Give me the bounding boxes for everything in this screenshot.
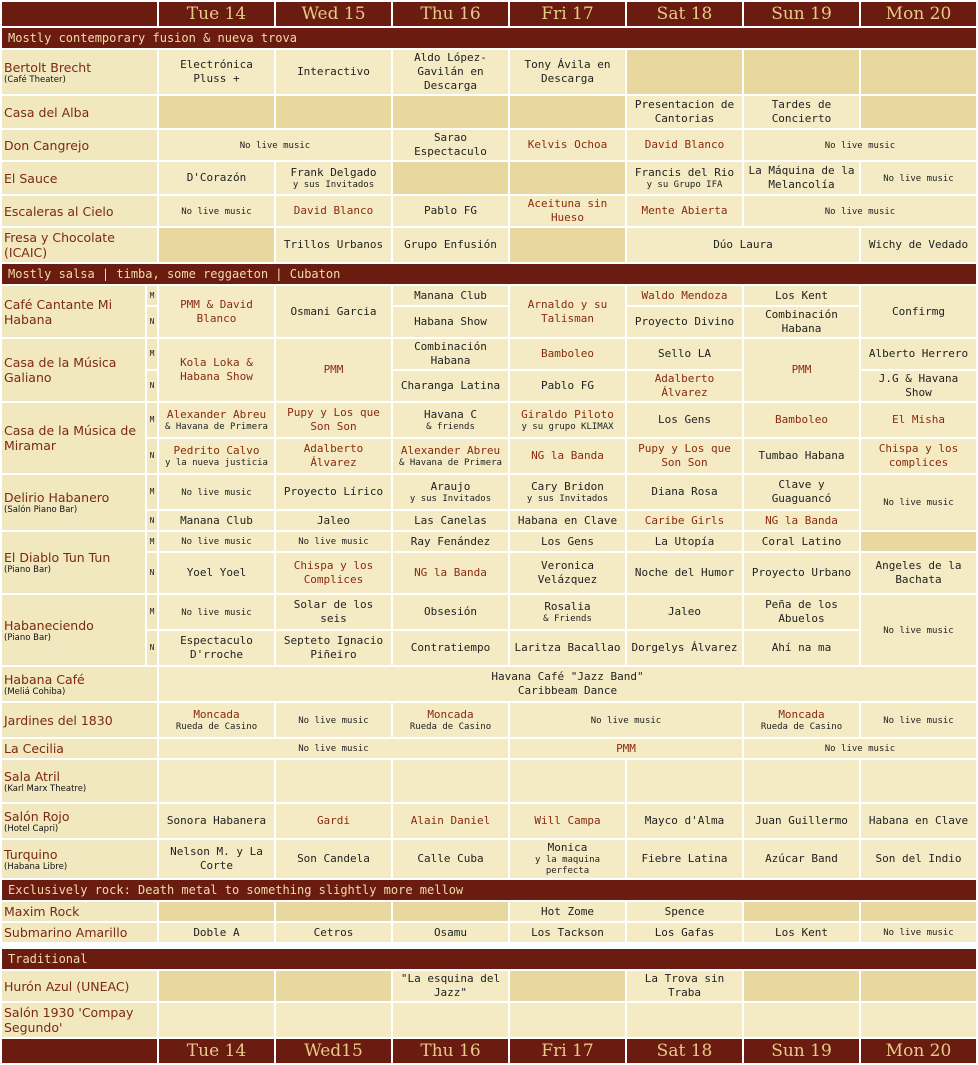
day-header: Mon 20 — [861, 2, 976, 26]
event-cell: Clave y Guaguancó — [744, 475, 859, 509]
event-cell: Giraldo Piloto y su grupo KLIMAX — [510, 403, 625, 437]
event-cell: No live music — [744, 739, 976, 758]
event-cell: Los Gens — [627, 403, 742, 437]
event-cell: Los Kent — [744, 286, 859, 305]
table-row — [2, 532, 976, 551]
event-cell: No live music — [861, 162, 976, 194]
event-cell — [393, 162, 508, 194]
header-corner — [2, 2, 157, 26]
table-row — [2, 511, 976, 530]
event-cell: Interactivo — [276, 50, 391, 94]
event-cell: Nelson M. y La Corte — [159, 840, 274, 878]
table-row — [2, 1003, 976, 1037]
event-cell: Trillos Urbanos — [276, 228, 391, 262]
event-cell — [276, 1003, 391, 1037]
venue-name: Salón Rojo (Hotel Capri) — [2, 804, 157, 838]
section-header: Mostly salsa | timba, some reggaeton | Cubaton — [2, 264, 976, 284]
event-cell — [861, 1003, 976, 1037]
event-cell: Grupo Enfusión — [393, 228, 508, 262]
event-cell: Pedrito Calvo y la nueva justicia — [159, 439, 274, 473]
event-cell: Diana Rosa — [627, 475, 742, 509]
table-row — [2, 840, 976, 878]
event-cell: No live music — [159, 475, 274, 509]
event-cell: Presentacion de Cantorias — [627, 96, 742, 128]
event-cell: Habana en Clave — [861, 804, 976, 838]
event-cell — [744, 760, 859, 802]
event-cell: Moncada Rueda de Casino — [393, 703, 508, 737]
event-cell: Alexander Abreu & Havana de Primera — [393, 439, 508, 473]
event-cell: NG la Banda — [393, 553, 508, 593]
day-header: Fri 17 — [510, 1039, 625, 1063]
day-header-bottom — [2, 1039, 976, 1063]
event-cell: David Blanco — [627, 130, 742, 160]
venue-name: Café Cantante Mi Habana — [2, 286, 145, 337]
venue-name: Fresa y Chocolate (ICAIC) — [2, 228, 157, 262]
venue-name: Jardines del 1830 — [2, 703, 157, 737]
event-cell: No live music — [276, 532, 391, 551]
event-cell — [744, 50, 859, 94]
venue-name: Casa del Alba — [2, 96, 157, 128]
event-cell: David Blanco — [276, 196, 391, 226]
event-cell: Bamboleo — [744, 403, 859, 437]
event-cell: No live music — [159, 196, 274, 226]
venue-name: Don Cangrejo — [2, 130, 157, 160]
event-cell — [159, 1003, 274, 1037]
event-cell: Frank Delgado y sus Invitados — [276, 162, 391, 194]
event-cell: Pupy y Los que Son Son — [627, 439, 742, 473]
matinee-label: M — [147, 475, 157, 509]
event-cell: No live music — [861, 595, 976, 665]
table-row — [2, 760, 976, 802]
event-cell: Manana Club — [159, 511, 274, 530]
night-label: N — [147, 631, 157, 665]
table-row — [2, 631, 976, 665]
event-cell: La Máquina de la Melancolía — [744, 162, 859, 194]
event-cell — [744, 971, 859, 1001]
event-cell: No live music — [510, 703, 742, 737]
day-header: Sun 19 — [744, 2, 859, 26]
event-cell: PMM — [276, 339, 391, 401]
matinee-label: M — [147, 286, 157, 305]
event-cell: Spence — [627, 902, 742, 921]
event-cell: Rosalia & Friends — [510, 595, 625, 629]
event-cell: PMM — [510, 739, 742, 758]
event-cell: Son Candela — [276, 840, 391, 878]
venue-name: Submarino Amarillo — [2, 923, 157, 942]
event-cell: Las Canelas — [393, 511, 508, 530]
venue-name: La Cecilia — [2, 739, 157, 758]
venue-name: Delirio Habanero (Salón Piano Bar) — [2, 475, 145, 530]
event-cell: Solar de los seis — [276, 595, 391, 629]
table-row — [2, 96, 976, 128]
event-cell: Osamu — [393, 923, 508, 942]
day-header: Thu 16 — [393, 1039, 508, 1063]
event-cell — [159, 96, 274, 128]
event-cell: Jaleo — [276, 511, 391, 530]
event-cell: Adalberto Álvarez — [627, 371, 742, 401]
event-cell — [159, 971, 274, 1001]
table-row — [2, 971, 976, 1001]
table-row — [2, 196, 976, 226]
event-cell: Combinación Habana — [393, 339, 508, 369]
venue-name: Salón 1930 'Compay Segundo' — [2, 1003, 157, 1037]
event-cell: Angeles de la Bachata — [861, 553, 976, 593]
venue-name: Maxim Rock — [2, 902, 157, 921]
event-cell: Monica y la maquina perfecta — [510, 840, 625, 878]
matinee-label: M — [147, 339, 157, 369]
matinee-label: M — [147, 403, 157, 437]
event-cell: Jaleo — [627, 595, 742, 629]
event-cell: Veronica Velázquez — [510, 553, 625, 593]
event-cell: Yoel Yoel — [159, 553, 274, 593]
event-cell — [627, 50, 742, 94]
event-cell: El Misha — [861, 403, 976, 437]
event-cell: Confirmg — [861, 286, 976, 337]
venue-name: Habaneciendo (Piano Bar) — [2, 595, 145, 665]
event-cell — [159, 902, 274, 921]
event-cell: Tony Ávila en Descarga — [510, 50, 625, 94]
event-cell: Kola Loka & Habana Show — [159, 339, 274, 401]
day-header: Tue 14 — [159, 2, 274, 26]
table-row — [2, 475, 976, 509]
night-label: N — [147, 511, 157, 530]
event-cell: Havana C & friends — [393, 403, 508, 437]
event-cell: No live music — [159, 739, 508, 758]
event-cell: Juan Guillermo — [744, 804, 859, 838]
event-cell — [393, 1003, 508, 1037]
table-row — [2, 902, 976, 921]
event-cell: Waldo Mendoza — [627, 286, 742, 305]
table-row — [2, 439, 976, 473]
event-cell: No live music — [861, 923, 976, 942]
day-header: Tue 14 — [159, 1039, 274, 1063]
event-cell: Adalberto Álvarez — [276, 439, 391, 473]
venue-name: Bertolt Brecht (Café Theater) — [2, 50, 157, 94]
event-cell: Arnaldo y su Talisman — [510, 286, 625, 337]
event-cell: Manana Club — [393, 286, 508, 305]
event-cell: No live music — [744, 196, 976, 226]
section-header: Exclusively rock: Death metal to something slightly more mellow — [2, 880, 976, 900]
event-cell: Dúo Laura — [627, 228, 859, 262]
event-cell: Mayco d'Alma — [627, 804, 742, 838]
event-cell — [276, 96, 391, 128]
table-row — [2, 595, 976, 629]
event-cell: Aceituna sin Hueso — [510, 196, 625, 226]
event-cell: Contratiempo — [393, 631, 508, 665]
event-cell: Pupy y Los que Son Son — [276, 403, 391, 437]
event-cell: Will Campa — [510, 804, 625, 838]
day-header-top — [2, 2, 976, 26]
event-cell — [276, 902, 391, 921]
event-cell: Pablo FG — [510, 371, 625, 401]
event-cell: No live music — [861, 703, 976, 737]
event-cell: Peña de los Abuelos — [744, 595, 859, 629]
event-cell: Son del Indio — [861, 840, 976, 878]
event-cell: Sello LA — [627, 339, 742, 369]
event-cell — [510, 760, 625, 802]
event-cell — [861, 902, 976, 921]
event-cell: Araujo y sus Invitados — [393, 475, 508, 509]
day-header: Sat 18 — [627, 2, 742, 26]
table-row — [2, 228, 976, 262]
event-cell: Osmani Garcia — [276, 286, 391, 337]
event-cell — [744, 902, 859, 921]
event-cell: Charanga Latina — [393, 371, 508, 401]
event-cell: Los Gafas — [627, 923, 742, 942]
event-cell — [861, 760, 976, 802]
event-cell: Francis del Rio y su Grupo IFA — [627, 162, 742, 194]
event-cell: Chispa y los Complices — [276, 553, 391, 593]
event-cell: Obsesión — [393, 595, 508, 629]
event-cell: Calle Cuba — [393, 840, 508, 878]
night-label: N — [147, 439, 157, 473]
day-header: Mon 20 — [861, 1039, 976, 1063]
table-row — [2, 162, 976, 194]
table-row — [2, 703, 976, 737]
event-cell: NG la Banda — [510, 439, 625, 473]
venue-name: El Diablo Tun Tun (Piano Bar) — [2, 532, 145, 593]
event-cell — [861, 532, 976, 551]
day-header: Sat 18 — [627, 1039, 742, 1063]
event-cell: Sarao Espectaculo — [393, 130, 508, 160]
day-header: Wed 15 — [276, 2, 391, 26]
event-cell: Espectaculo D'rroche — [159, 631, 274, 665]
event-cell: PMM & David Blanco — [159, 286, 274, 337]
event-cell: Proyecto Urbano — [744, 553, 859, 593]
event-cell: Tumbao Habana — [744, 439, 859, 473]
event-cell: Los Tackson — [510, 923, 625, 942]
table-row — [2, 739, 976, 758]
event-cell: Alberto Herrero — [861, 339, 976, 369]
event-cell — [510, 162, 625, 194]
day-header: Fri 17 — [510, 2, 625, 26]
event-cell — [393, 902, 508, 921]
table-row — [2, 307, 976, 337]
event-cell: D'Corazón — [159, 162, 274, 194]
day-header: Thu 16 — [393, 2, 508, 26]
venue-name: Casa de la Música Galiano — [2, 339, 145, 401]
event-cell: No live music — [861, 475, 976, 530]
event-cell: Ray Fenández — [393, 532, 508, 551]
day-header: Sun 19 — [744, 1039, 859, 1063]
event-cell: No live music — [276, 703, 391, 737]
event-cell: Cetros — [276, 923, 391, 942]
event-cell: J.G & Havana Show — [861, 371, 976, 401]
event-cell: La Trova sin Traba — [627, 971, 742, 1001]
table-row — [2, 403, 976, 437]
table-row — [2, 339, 976, 369]
event-cell: "La esquina del Jazz" — [393, 971, 508, 1001]
matinee-label: M — [147, 532, 157, 551]
table-row — [2, 553, 976, 593]
event-cell: Havana Café "Jazz Band" Caribbeam Dance — [159, 667, 976, 701]
event-cell — [393, 760, 508, 802]
event-cell: Doble A — [159, 923, 274, 942]
event-cell: Ahí na ma — [744, 631, 859, 665]
event-cell: No live music — [159, 532, 274, 551]
table-row — [2, 667, 976, 701]
event-cell: Aldo López-Gavilán en Descarga — [393, 50, 508, 94]
event-cell: Hot Zome — [510, 902, 625, 921]
table-row — [2, 286, 976, 305]
event-cell — [861, 50, 976, 94]
event-cell: Septeto Ignacio Piñeiro — [276, 631, 391, 665]
event-cell: Dorgelys Álvarez — [627, 631, 742, 665]
event-cell: Alain Daniel — [393, 804, 508, 838]
event-cell — [510, 1003, 625, 1037]
event-cell: Kelvis Ochoa — [510, 130, 625, 160]
event-cell: Moncada Rueda de Casino — [744, 703, 859, 737]
event-cell: Cary Bridon y sus Invitados — [510, 475, 625, 509]
event-cell: Proyecto Lírico — [276, 475, 391, 509]
event-cell: Tardes de Concierto — [744, 96, 859, 128]
table-row — [2, 50, 976, 94]
venue-name: Sala Atril (Karl Marx Theatre) — [2, 760, 157, 802]
event-cell: Noche del Humor — [627, 553, 742, 593]
section-header: Traditional — [2, 949, 976, 969]
event-cell: Proyecto Divino — [627, 307, 742, 337]
event-cell: Azúcar Band — [744, 840, 859, 878]
event-cell: No live music — [159, 595, 274, 629]
event-cell — [276, 760, 391, 802]
event-cell: No live music — [159, 130, 391, 160]
event-cell: Fiebre Latina — [627, 840, 742, 878]
event-cell: La Utopía — [627, 532, 742, 551]
event-cell — [159, 228, 274, 262]
matinee-label: M — [147, 595, 157, 629]
night-label: N — [147, 553, 157, 593]
venue-name: Casa de la Música de Miramar — [2, 403, 145, 473]
event-cell: Sonora Habanera — [159, 804, 274, 838]
event-cell: Combinación Habana — [744, 307, 859, 337]
table-row — [2, 130, 976, 160]
night-label: N — [147, 371, 157, 401]
event-cell — [510, 96, 625, 128]
event-cell — [861, 96, 976, 128]
table-row — [2, 923, 976, 942]
event-cell: Alexander Abreu & Havana de Primera — [159, 403, 274, 437]
event-cell: Gardi — [276, 804, 391, 838]
day-header: Wed15 — [276, 1039, 391, 1063]
event-cell — [627, 1003, 742, 1037]
event-cell: Wichy de Vedado — [861, 228, 976, 262]
venue-name: Hurón Azul (UNEAC) — [2, 971, 157, 1001]
event-cell: Habana en Clave — [510, 511, 625, 530]
footer-corner — [2, 1039, 157, 1063]
event-cell — [510, 228, 625, 262]
venue-name: Escaleras al Cielo — [2, 196, 157, 226]
event-cell: Coral Latino — [744, 532, 859, 551]
event-cell: Electrónica Pluss + — [159, 50, 274, 94]
event-cell — [159, 760, 274, 802]
event-cell — [744, 1003, 859, 1037]
table-row — [2, 804, 976, 838]
event-cell: Chispa y los complices — [861, 439, 976, 473]
event-cell: Los Gens — [510, 532, 625, 551]
event-cell: Bamboleo — [510, 339, 625, 369]
event-cell — [510, 971, 625, 1001]
event-cell: Pablo FG — [393, 196, 508, 226]
event-cell: Caribe Girls — [627, 511, 742, 530]
venue-name: El Sauce — [2, 162, 157, 194]
event-cell: Los Kent — [744, 923, 859, 942]
night-label: N — [147, 307, 157, 337]
event-cell — [861, 971, 976, 1001]
event-cell — [276, 971, 391, 1001]
event-cell: NG la Banda — [744, 511, 859, 530]
section-header: Mostly contemporary fusion & nueva trova — [2, 28, 976, 48]
event-cell: Mente Abierta — [627, 196, 742, 226]
event-cell: Habana Show — [393, 307, 508, 337]
event-cell: PMM — [744, 339, 859, 401]
event-cell: Moncada Rueda de Casino — [159, 703, 274, 737]
event-cell: No live music — [744, 130, 976, 160]
event-cell: Laritza Bacallao — [510, 631, 625, 665]
venue-name: Habana Café (Meliá Cohiba) — [2, 667, 157, 701]
event-cell — [627, 760, 742, 802]
event-cell — [393, 96, 508, 128]
venue-name: Turquino (Habana Libre) — [2, 840, 157, 878]
